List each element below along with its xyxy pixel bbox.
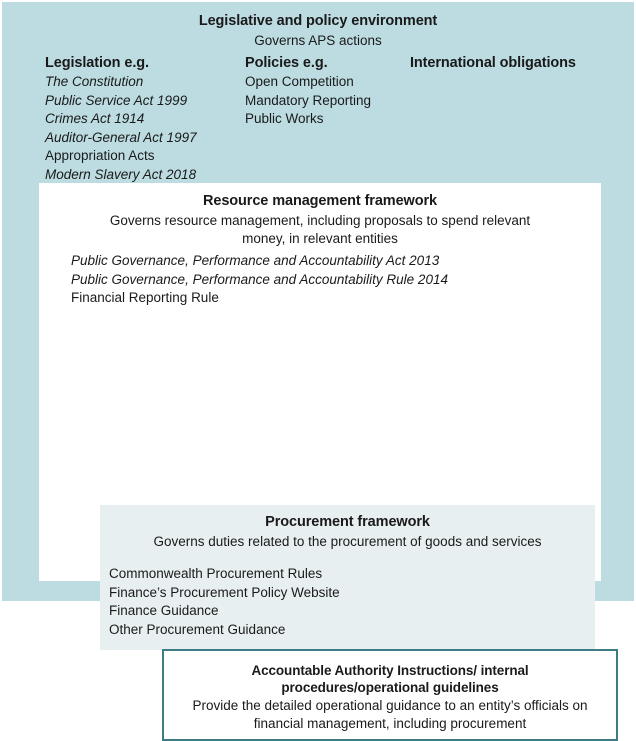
column-international-obligations-heading: International obligations	[410, 55, 576, 71]
procurement-framework-subtitle: Governs duties related to the procurement of goods and services	[153, 534, 542, 549]
column-legislation-heading: Legislation e.g.	[45, 55, 149, 71]
procurement-framework-box	[100, 505, 595, 650]
column-international-obligations	[410, 54, 625, 73]
list-item: Public Service Act 1999	[45, 92, 188, 108]
resource-management-framework-title: Resource management framework	[202, 193, 438, 209]
legislation-list	[45, 73, 250, 184]
legislative-policy-environment-title: Legislative and policy environment	[198, 13, 438, 29]
list-item: Commonwealth Procurement Rules	[109, 566, 323, 581]
accountable-authority-instructions-subtitle: Provide the detailed operational guidance to an entity’s officials on financial management, including procurement	[192, 698, 588, 731]
column-legislation	[45, 54, 250, 184]
resource-management-framework-subtitle: Governs resource management, including proposals to spend relevant money, in relevant entities	[109, 213, 531, 246]
column-policies	[245, 54, 405, 129]
list-item: Financial Reporting Rule	[71, 290, 219, 305]
procurement-list	[109, 565, 340, 639]
list-item: Appropriation Acts	[45, 148, 155, 163]
list-item: Modern Slavery Act 2018	[45, 166, 197, 182]
list-item: Public Works	[245, 111, 324, 126]
resource-management-list	[71, 252, 448, 308]
environment-columns	[2, 54, 634, 182]
list-item: Public Governance, Performance and Accountability Act 2013	[71, 253, 440, 268]
list-item: Crimes Act 1914	[45, 111, 145, 126]
legislative-policy-environment-subtitle: Governs APS actions	[254, 33, 382, 48]
list-item: The Constitution	[45, 74, 144, 89]
resource-management-framework-diagram	[2, 2, 634, 731]
policies-list	[245, 73, 405, 129]
resource-management-framework-box	[39, 183, 601, 731]
procurement-framework-title: Procurement framework	[265, 514, 430, 530]
accountable-authority-instructions-title: Accountable Authority Instructions/ internal procedures/operational guidelines	[251, 663, 529, 695]
list-item: Other Procurement Guidance	[109, 621, 286, 637]
list-item: Auditor-General Act 1997	[45, 129, 197, 145]
accountable-authority-instructions-box	[162, 649, 618, 741]
list-item: Open Competition	[245, 74, 354, 89]
list-item: Finance Guidance	[109, 603, 219, 618]
list-item: Public Governance, Performance and Accountability Rule 2014	[71, 271, 448, 287]
list-item: Mandatory Reporting	[245, 92, 372, 108]
list-item: Finance’s Procurement Policy Website	[109, 584, 340, 600]
column-policies-heading: Policies e.g.	[245, 55, 328, 71]
